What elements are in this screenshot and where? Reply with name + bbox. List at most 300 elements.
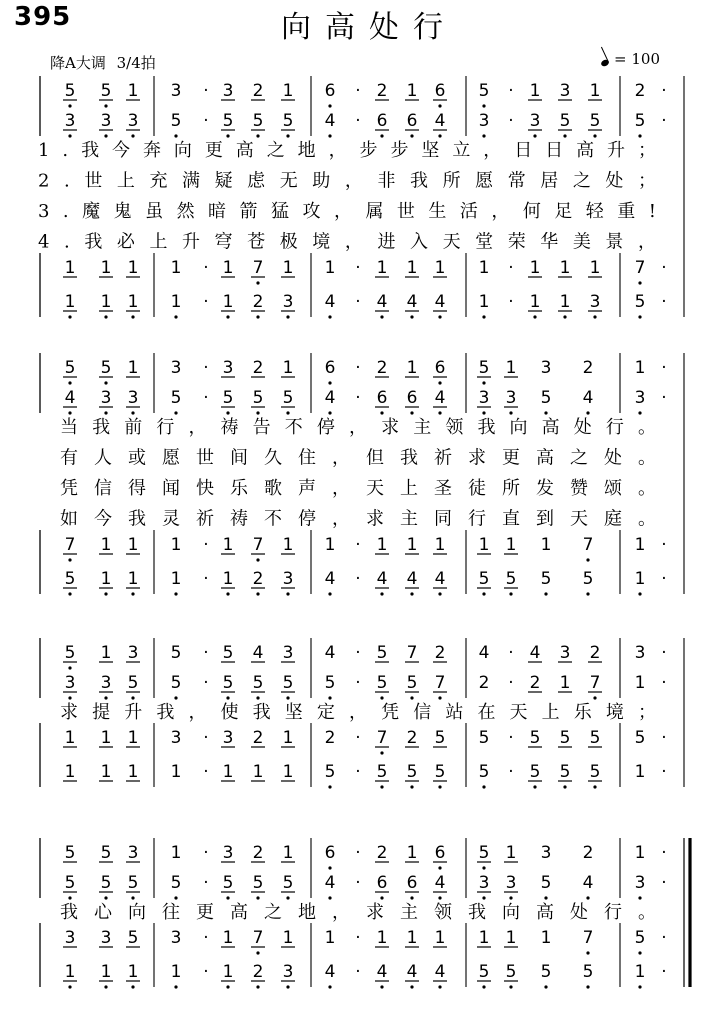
octave-low-dot [256, 315, 259, 318]
note: 5 [582, 569, 594, 589]
note: 3 [170, 928, 182, 948]
note: 5 [406, 762, 418, 782]
octave-low-dot [104, 104, 107, 107]
note: 3 [634, 873, 646, 893]
octave-low-dot [328, 134, 331, 137]
note: 4 [529, 643, 541, 663]
octave-low-dot [174, 592, 177, 595]
duration-dot: · [355, 843, 361, 863]
note: 1 [170, 535, 182, 555]
note: 3 [505, 873, 517, 893]
duration-dot: · [203, 928, 209, 948]
note: 5 [589, 728, 601, 748]
note: 1 [170, 962, 182, 982]
octave-low-dot [533, 315, 536, 318]
note: 1 [505, 535, 517, 555]
duration-dot: · [203, 673, 209, 693]
note: 5 [222, 643, 234, 663]
note: 3 [170, 81, 182, 101]
octave-low-dot [482, 315, 485, 318]
duration-dot: · [661, 258, 667, 278]
lyric-line: 当我前行，祷告不停，求主领我向高处行。 [60, 417, 657, 438]
note: 5 [127, 928, 139, 948]
octave-low-dot [328, 696, 331, 699]
note: 1 [505, 843, 517, 863]
note: 1 [634, 962, 646, 982]
note: 1 [540, 535, 552, 555]
note: 3 [64, 111, 76, 131]
note: 5 [559, 111, 571, 131]
duration-dot: · [203, 873, 209, 893]
octave-low-dot [380, 985, 383, 988]
octave-low-dot [68, 381, 71, 384]
note: 5 [434, 762, 446, 782]
note: 5 [529, 728, 541, 748]
octave-low-dot [482, 381, 485, 384]
duration-dot: · [203, 643, 209, 663]
octave-low-dot [638, 281, 641, 284]
octave-low-dot [586, 896, 589, 899]
note: 1 [478, 258, 490, 278]
note: 5 [64, 358, 76, 378]
duration-dot: · [203, 962, 209, 982]
note: 3 [170, 728, 182, 748]
octave-low-dot [638, 315, 641, 318]
note: 5 [634, 292, 646, 312]
lyric-line: 凭信得闻快乐歌声，天上圣徒所发赞颂。 [60, 478, 656, 499]
octave-low-dot [593, 696, 596, 699]
octave-low-dot [410, 315, 413, 318]
duration-dot: · [508, 111, 514, 131]
octave-low-dot [68, 666, 71, 669]
octave-low-dot [174, 134, 177, 137]
note: 5 [282, 673, 294, 693]
octave-low-dot [68, 411, 71, 414]
duration-dot: · [203, 81, 209, 101]
note: 1 [634, 358, 646, 378]
duration-dot: · [203, 358, 209, 378]
octave-low-dot [131, 315, 134, 318]
octave-low-dot [438, 896, 441, 899]
note: 3 [559, 643, 571, 663]
note: 2 [252, 358, 264, 378]
note: 2 [634, 81, 646, 101]
note: 2 [478, 673, 490, 693]
note: 1 [170, 762, 182, 782]
octave-low-dot [438, 592, 441, 595]
duration-dot: · [355, 111, 361, 131]
note: 3 [127, 111, 139, 131]
duration-dot: · [355, 762, 361, 782]
octave-low-dot [131, 985, 134, 988]
octave-low-dot [174, 696, 177, 699]
note: 1 [64, 762, 76, 782]
note: 1 [540, 928, 552, 948]
octave-low-dot [380, 134, 383, 137]
note: 1 [376, 535, 388, 555]
octave-low-dot [509, 411, 512, 414]
note: 5 [252, 388, 264, 408]
duration-dot: · [661, 962, 667, 982]
octave-low-dot [328, 592, 331, 595]
octave-low-dot [380, 592, 383, 595]
note: 5 [634, 111, 646, 131]
note: 5 [505, 569, 517, 589]
duration-dot: · [203, 843, 209, 863]
note: 1 [64, 962, 76, 982]
duration-dot: · [661, 292, 667, 312]
note: 5 [222, 388, 234, 408]
note: 6 [324, 81, 336, 101]
note: 5 [222, 111, 234, 131]
octave-low-dot [328, 866, 331, 869]
note: 3 [127, 843, 139, 863]
note: 7 [376, 728, 388, 748]
octave-low-dot [286, 134, 289, 137]
note: 2 [376, 81, 388, 101]
note: 1 [282, 81, 294, 101]
octave-low-dot [286, 315, 289, 318]
octave-low-dot [104, 411, 107, 414]
note: 2 [434, 643, 446, 663]
octave-low-dot [410, 785, 413, 788]
octave-low-dot [256, 985, 259, 988]
octave-low-dot [68, 104, 71, 107]
note: 7 [434, 673, 446, 693]
note: 2 [252, 962, 264, 982]
note: 1 [222, 762, 234, 782]
duration-dot: · [661, 569, 667, 589]
note: 5 [170, 643, 182, 663]
octave-low-dot [256, 134, 259, 137]
octave-low-dot [328, 785, 331, 788]
note: 2 [252, 569, 264, 589]
duration-dot: · [355, 962, 361, 982]
octave-low-dot [226, 411, 229, 414]
octave-low-dot [286, 411, 289, 414]
note: 5 [478, 728, 490, 748]
duration-dot: · [355, 569, 361, 589]
octave-low-dot [256, 411, 259, 414]
octave-low-dot [174, 896, 177, 899]
note: 4 [406, 292, 418, 312]
note: 5 [282, 111, 294, 131]
note: 5 [540, 873, 552, 893]
note: 4 [376, 962, 388, 982]
note: 4 [252, 643, 264, 663]
note: 1 [100, 762, 112, 782]
note: 3 [222, 728, 234, 748]
octave-low-dot [68, 134, 71, 137]
lyric-line: 3.魔鬼虽然暗箭猛攻，属世生活，何足轻重! [38, 201, 657, 222]
duration-dot: · [355, 643, 361, 663]
octave-low-dot [438, 866, 441, 869]
note: 3 [282, 643, 294, 663]
note: 1 [406, 258, 418, 278]
octave-low-dot [328, 104, 331, 107]
note: 3 [282, 962, 294, 982]
lyric-line: 我心向往更高之地，求主领我向高处行。 [60, 902, 656, 923]
note: 3 [100, 388, 112, 408]
note: 3 [529, 111, 541, 131]
note: 1 [634, 569, 646, 589]
octave-low-dot [380, 896, 383, 899]
note: 1 [127, 81, 139, 101]
octave-low-dot [586, 411, 589, 414]
octave-low-dot [438, 381, 441, 384]
note: 5 [376, 762, 388, 782]
note: 1 [222, 535, 234, 555]
note: 2 [589, 643, 601, 663]
note: 5 [540, 569, 552, 589]
note: 4 [64, 388, 76, 408]
octave-low-dot [638, 411, 641, 414]
duration-dot: · [203, 111, 209, 131]
note: 4 [406, 962, 418, 982]
note: 5 [170, 673, 182, 693]
note: 3 [100, 673, 112, 693]
octave-low-dot [638, 985, 641, 988]
note: 1 [559, 258, 571, 278]
note: 6 [324, 358, 336, 378]
octave-low-dot [563, 315, 566, 318]
note: 5 [100, 81, 112, 101]
octave-low-dot [410, 134, 413, 137]
octave-low-dot [380, 751, 383, 754]
note: 1 [100, 292, 112, 312]
octave-low-dot [438, 315, 441, 318]
octave-low-dot [104, 134, 107, 137]
octave-low-dot [104, 381, 107, 384]
note: 1 [634, 843, 646, 863]
duration-dot: · [355, 292, 361, 312]
octave-low-dot [131, 134, 134, 137]
octave-low-dot [286, 696, 289, 699]
note: 1 [406, 81, 418, 101]
note: 3 [222, 358, 234, 378]
lyric-line: 4.我必上升穹苍极境，进入天堂荣华美景， [38, 231, 656, 253]
octave-low-dot [68, 558, 71, 561]
duration-dot: · [661, 643, 667, 663]
octave-low-dot [586, 558, 589, 561]
duration-dot: · [355, 388, 361, 408]
octave-low-dot [286, 985, 289, 988]
octave-low-dot [410, 985, 413, 988]
note: 5 [478, 81, 490, 101]
note: 4 [434, 962, 446, 982]
note: 2 [529, 673, 541, 693]
octave-low-dot [256, 696, 259, 699]
octave-low-dot [286, 896, 289, 899]
note: 1 [170, 258, 182, 278]
note: 5 [324, 762, 336, 782]
note: 5 [64, 81, 76, 101]
note: 5 [478, 962, 490, 982]
octave-low-dot [380, 315, 383, 318]
note: 4 [324, 962, 336, 982]
octave-low-dot [482, 104, 485, 107]
octave-low-dot [638, 592, 641, 595]
octave-low-dot [174, 985, 177, 988]
note: 4 [582, 388, 594, 408]
octave-low-dot [68, 896, 71, 899]
octave-low-dot [226, 896, 229, 899]
note: 5 [406, 673, 418, 693]
note: 1 [376, 928, 388, 948]
note: 1 [127, 762, 139, 782]
note: 6 [434, 843, 446, 863]
duration-dot: · [508, 258, 514, 278]
octave-low-dot [638, 896, 641, 899]
note: 1 [127, 535, 139, 555]
note: 1 [127, 358, 139, 378]
lyric-line: 求提升我，使我坚定，凭信站在天上乐境； [60, 702, 657, 723]
octave-low-dot [226, 985, 229, 988]
octave-low-dot [533, 134, 536, 137]
duration-dot: · [661, 81, 667, 101]
note: 1 [406, 843, 418, 863]
duration-dot: · [661, 111, 667, 131]
octave-low-dot [286, 592, 289, 595]
note: 3 [634, 388, 646, 408]
note: 4 [324, 292, 336, 312]
note: 4 [324, 643, 336, 663]
octave-low-dot [226, 315, 229, 318]
octave-low-dot [593, 785, 596, 788]
note: 3 [127, 643, 139, 663]
note: 1 [222, 962, 234, 982]
octave-low-dot [104, 985, 107, 988]
note: 1 [222, 569, 234, 589]
octave-low-dot [131, 896, 134, 899]
note: 3 [282, 292, 294, 312]
octave-low-dot [638, 951, 641, 954]
octave-low-dot [256, 281, 259, 284]
note: 5 [170, 873, 182, 893]
octave-low-dot [226, 134, 229, 137]
octave-low-dot [438, 104, 441, 107]
note: 5 [64, 843, 76, 863]
duration-dot: · [203, 388, 209, 408]
note: 5 [100, 873, 112, 893]
note: 1 [64, 728, 76, 748]
note: 3 [540, 843, 552, 863]
octave-low-dot [131, 592, 134, 595]
octave-low-dot [586, 951, 589, 954]
note: 5 [434, 728, 446, 748]
octave-low-dot [586, 592, 589, 595]
duration-dot: · [355, 258, 361, 278]
duration-dot: · [661, 388, 667, 408]
note: 6 [434, 358, 446, 378]
note: 3 [222, 843, 234, 863]
octave-low-dot [544, 411, 547, 414]
octave-low-dot [438, 134, 441, 137]
note: 1 [589, 81, 601, 101]
octave-low-dot [68, 592, 71, 595]
octave-low-dot [563, 134, 566, 137]
note: 1 [282, 535, 294, 555]
duration-dot: · [203, 258, 209, 278]
octave-low-dot [438, 985, 441, 988]
octave-low-dot [380, 411, 383, 414]
duration-dot: · [508, 643, 514, 663]
note: 5 [540, 962, 552, 982]
note: 1 [282, 258, 294, 278]
note: 1 [478, 292, 490, 312]
note: 3 [478, 388, 490, 408]
note: 1 [478, 928, 490, 948]
note: 5 [324, 673, 336, 693]
octave-low-dot [328, 896, 331, 899]
octave-low-dot [68, 985, 71, 988]
note: 6 [376, 111, 388, 131]
duration-dot: · [355, 535, 361, 555]
octave-low-dot [131, 696, 134, 699]
duration-dot: · [355, 928, 361, 948]
tempo-value: = 100 [614, 50, 660, 68]
note: 5 [559, 762, 571, 782]
note: 1 [324, 258, 336, 278]
duration-dot: · [508, 292, 514, 312]
note: 5 [634, 728, 646, 748]
hymn-number: 395 [14, 2, 72, 32]
octave-low-dot [482, 134, 485, 137]
note: 5 [478, 843, 490, 863]
octave-low-dot [410, 696, 413, 699]
octave-low-dot [226, 592, 229, 595]
note: 1 [282, 762, 294, 782]
note: 5 [100, 358, 112, 378]
note: 7 [634, 258, 646, 278]
note: 3 [127, 388, 139, 408]
note: 6 [406, 388, 418, 408]
note: 7 [582, 535, 594, 555]
duration-dot: · [203, 762, 209, 782]
octave-low-dot [509, 896, 512, 899]
note: 1 [559, 292, 571, 312]
octave-low-dot [328, 985, 331, 988]
octave-low-dot [380, 785, 383, 788]
note: 1 [282, 728, 294, 748]
octave-low-dot [410, 592, 413, 595]
note: 5 [478, 569, 490, 589]
note: 1 [222, 292, 234, 312]
note: 5 [478, 762, 490, 782]
note: 1 [100, 643, 112, 663]
note: 5 [559, 728, 571, 748]
octave-low-dot [68, 696, 71, 699]
note: 1 [282, 928, 294, 948]
octave-low-dot [533, 785, 536, 788]
octave-low-dot [328, 315, 331, 318]
octave-low-dot [328, 381, 331, 384]
note: 5 [64, 873, 76, 893]
octave-low-dot [256, 592, 259, 595]
note: 5 [540, 388, 552, 408]
duration-dot: · [203, 569, 209, 589]
octave-low-dot [544, 896, 547, 899]
note: 1 [634, 762, 646, 782]
duration-dot: · [508, 762, 514, 782]
note: 1 [282, 843, 294, 863]
duration-dot: · [661, 873, 667, 893]
note: 1 [376, 258, 388, 278]
octave-low-dot [256, 896, 259, 899]
note: 3 [478, 111, 490, 131]
note: 5 [589, 111, 601, 131]
octave-low-dot [586, 985, 589, 988]
